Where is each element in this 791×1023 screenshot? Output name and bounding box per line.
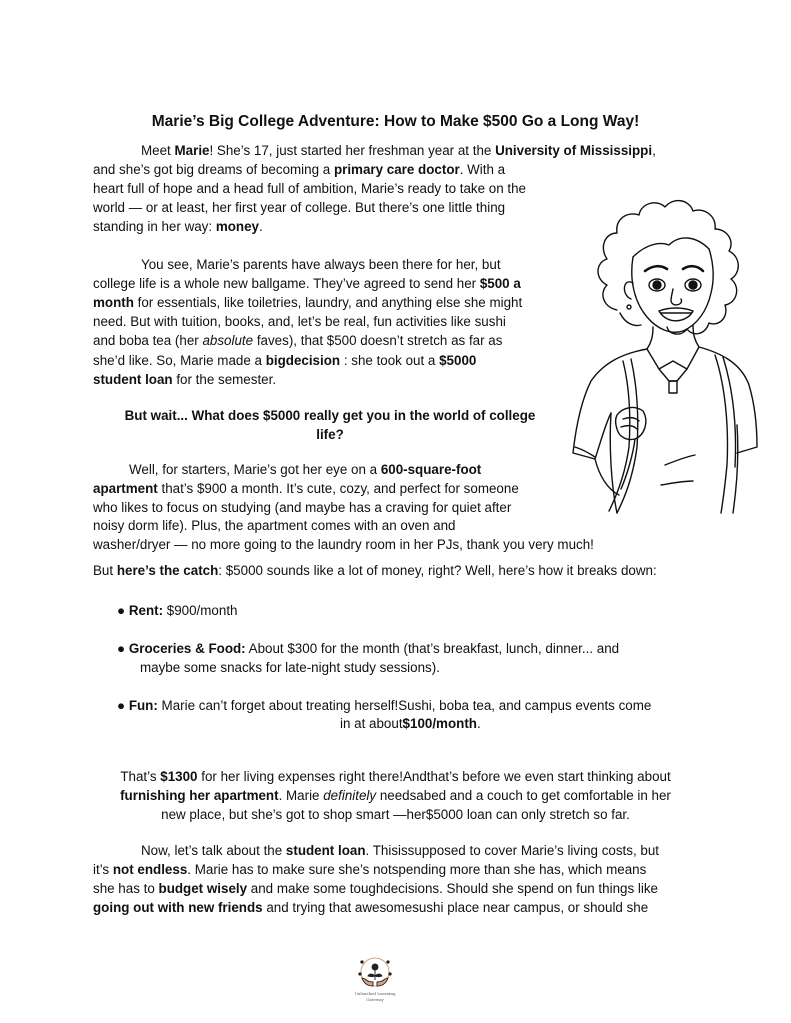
paragraph-2-line: and boba tea (her absolute faves), that $500 doesn’t stretch as far as (93, 333, 503, 348)
bullet-icon: ● (117, 641, 126, 656)
paragraph-3-line: noisy dorm life). Plus, the apartment comes with an oven and (93, 518, 456, 533)
paragraph-1-line: heart full of hope and a head full of ambition, Marie’s ready to take on the (93, 181, 526, 196)
paragraph-4: But here’s the catch: $5000 sounds like a lot of money, right? Well, here’s how it breaks down: (93, 563, 657, 578)
paragraph-5-line: new place, but she’s got to shop smart —her$5000 loan can only stretch so far. (161, 807, 630, 822)
paragraph-2-line: You see, Marie’s parents have always been there for her, but (141, 257, 501, 272)
paragraph-1-line: world — or at least, her first year of college. But there’s one little thing (93, 200, 506, 215)
paragraph-5-line: That’s $1300 for her living expenses right there!Andthat’s before we even start thinking about (120, 769, 671, 784)
paragraph-1-line: and she’s got big dreams of becoming a primary care doctor. With a (93, 162, 506, 177)
section-subheading-line: life? (316, 427, 344, 442)
logo-text-line-2: Gateway (366, 997, 384, 1002)
student-illustration (565, 185, 760, 515)
paragraph-3-line: who likes to focus on studying (and maybe has a craving for quiet after (93, 500, 512, 515)
page-title: Marie’s Big College Adventure: How to Make $500 Go a Long Way! (151, 113, 640, 130)
paragraph-2-line: month for essentials, like toiletries, laundry, and anything else she might (93, 295, 523, 310)
bullet-groceries-cont: maybe some snacks for late-night study sessions). (140, 660, 440, 675)
bullet-fun-cont: in at about$100/month. (340, 716, 481, 731)
logo-text-line-1: Unleashed Learning (354, 991, 396, 996)
paragraph-3-line: apartment that’s $900 a month. It’s cute, cozy, and perfect for someone (93, 481, 519, 496)
bullet-rent: ● Rent: $900/month (117, 603, 238, 618)
section-subheading-line: But wait... What does $5000 really get you in the world of college (124, 408, 536, 423)
bullet-icon: ● (117, 698, 126, 713)
paragraph-2-line: student loan for the semester. (93, 372, 277, 387)
paragraph-2-line: college life is a whole new ballgame. They’ve agreed to send her $500 a (93, 276, 521, 291)
paragraph-6-line: going out with new friends and trying that awesomesushi place near campus, or should she (93, 900, 649, 915)
paragraph-1-line: standing in her way: money. (93, 219, 263, 234)
paragraph-3-line: washer/dryer — no more going to the laundry room in her PJs, thank you very much! (93, 537, 594, 552)
paragraph-2-line: she’d like. So, Marie made a bigdecision : she took out a $5000 (93, 353, 477, 368)
paragraph-6-line: it’s not endless. Marie has to make sure she’s notspending more than she has, which means (93, 862, 647, 877)
paragraph-1-line: Meet Marie! She’s 17, just started her freshman year at the University of Mississippi, (141, 143, 656, 158)
paragraph-6-line: she has to budget wisely and make some toughdecisions. Should she spend on fun things like (93, 881, 658, 896)
bullet-groceries: ● Groceries & Food: About $300 for the month (that’s breakfast, lunch, dinner... and (117, 641, 620, 656)
paragraph-6-line: Now, let’s talk about the student loan. Thisissupposed to cover Marie’s living costs, but (141, 843, 660, 858)
hair (598, 201, 738, 334)
paragraph-3-line: Well, for starters, Marie’s got her eye on a 600-square-foot (129, 462, 482, 477)
paragraph-5-line: furnishing her apartment. Marie definitely needsabed and a couch to get comfortable in her (120, 788, 671, 803)
bullet-fun: ● Fun: Marie can’t forget about treating herself!Sushi, boba tea, and campus events come (117, 698, 652, 713)
paragraph-2-line: need. But with tuition, books, and, let’s be real, fun activities like sushi (93, 314, 506, 329)
bullet-icon: ● (117, 603, 126, 618)
